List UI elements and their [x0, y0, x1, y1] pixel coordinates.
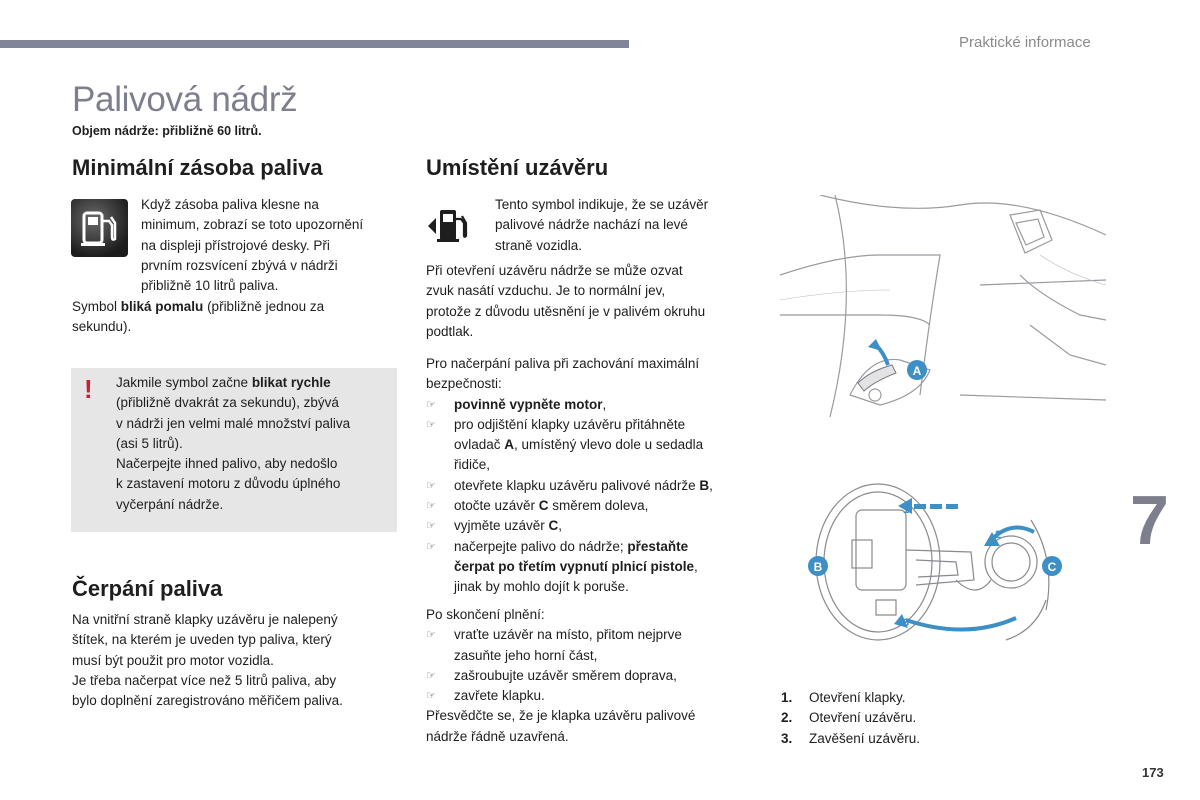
label-1: 1 [902, 504, 910, 516]
label-a: A [912, 364, 922, 378]
list-item: ☞ načerpejte palivo do nádrže; přestaňte čerpat po třetím vypnutí plnicí pistole, jinak by mohlo dojít k poruše. [426, 537, 756, 598]
list-item: ☞ zašroubujte uzávěr směrem doprava, [426, 666, 756, 686]
symbol-text: Tento symbol indikuje, že se uzávěr palivové nádrže nachází na levé straně vozidla. [495, 197, 709, 253]
heading-cap-location: Umístění uzávěru [426, 155, 609, 180]
blink-slow-text: Symbol bliká pomalu (přibližně jednou za sekundu). [72, 299, 325, 335]
after-refuel-steps: Po skončení plnění: ☞ vraťte uzávěr na místo, přitom nejprve zasuňte jeho horní část, ☞ zašroubujte uzávěr směrem doprava, ☞ zavřete klapku. Přesvědčte se, že je klapka uzávěru palivové nádrže řádně uzavřená. [426, 605, 756, 747]
list-item: ☞ zavřete klapku. [426, 686, 756, 706]
label-c: C [1047, 560, 1057, 574]
figure-cap-opening [806, 480, 1070, 644]
page-number: 173 [1142, 765, 1164, 780]
list-item: ☞ otevřete klapku uzávěru palivové nádrže B, [426, 476, 756, 496]
list-item: ☞ otočte uzávěr C směrem doleva, [426, 496, 756, 516]
chapter-number: 7 [1130, 481, 1169, 559]
fuel-pump-warning-icon [71, 199, 128, 257]
legend-item: 2. Otevření uzávěru. [781, 710, 917, 726]
legend-item: 1. Otevření klapky. [781, 690, 906, 705]
fuel-side-indicator-icon [428, 205, 468, 245]
list-item: ☞ vyjměte uzávěr C, [426, 516, 756, 536]
tank-capacity: Objem nádrže: přibližně 60 litrů. [72, 124, 262, 138]
legend-item: 3. Zavěšení uzávěru. [781, 730, 921, 746]
refuel-text: Na vnitřní straně klapky uzávěru je nalepený štítek, na kterém je uveden typ paliva, který musí být použit pro motor vozidla. Je třeba načerpat více než 5 litrů paliva, aby bylo doplnění zaregistrováno měřičem paliva. [72, 612, 343, 709]
warning-box [71, 368, 397, 532]
warning-text: Jakmile symbol začne blikat rychle (přibližně dvakrát za sekundu), zbývá v nádrži jen velmi malé množství paliva (asi 5 litrů). Načerpejte ihned palivo, aby nedošlo k zastavení motoru z důvodu úplného vyčerpání nádrže. [116, 375, 351, 512]
label-3: 3 [902, 617, 910, 629]
min-reserve-text: Když zásoba paliva klesne na minimum, zobrazí se toto upozornění na displeji přístrojové desky. Při prvním rozsvícení zbývá v nádrži přibližně 10 litrů paliva. [141, 197, 364, 294]
warning-icon: ! [84, 374, 93, 404]
safety-steps: Pro načerpání paliva při zachování maximální bezpečnosti: ☞ povinně vypněte motor, ☞ pro odjištění klapky uzávěru přitáhněte ovladač A, umístěný vlevo dole u sedadla řidiče, ☞ otevřete klapku uzávěru palivové nádrže B, ☞ otočte uzávěr C směrem doleva, ☞ vyjměte uzávěr C, ☞ načerpejte palivo do nádrže; přestaňte čerpat po třetím vypnutí plnicí pistole, jinak by mohlo dojít k poruše. [426, 354, 756, 598]
header-bar [0, 40, 629, 48]
heading-refuel: Čerpání paliva [72, 576, 223, 601]
section-label: Praktické informace [959, 34, 1091, 51]
page-title: Palivová nádrž [72, 80, 298, 119]
list-item: ☞ pro odjištění klapky uzávěru přitáhněte ovladač A, umístěný vlevo dole u sedadla řidiče, [426, 415, 756, 476]
list-item: ☞ povinně vypněte motor, [426, 395, 756, 415]
label-2: 2 [994, 529, 1002, 541]
label-b: B [813, 560, 823, 574]
figure-lever-a [780, 195, 1106, 417]
noise-text: Při otevření uzávěru nádrže se může ozvat zvuk nasátí vzduchu. Je to normální jev, protože z důvodu utěsnění je v palivém okruhu podtlak. [426, 263, 706, 339]
figure-legend [781, 688, 920, 749]
list-item: ☞ vraťte uzávěr na místo, přitom nejprve zasuňte jeho horní část, [426, 625, 756, 666]
heading-min-reserve: Minimální zásoba paliva [72, 155, 323, 180]
